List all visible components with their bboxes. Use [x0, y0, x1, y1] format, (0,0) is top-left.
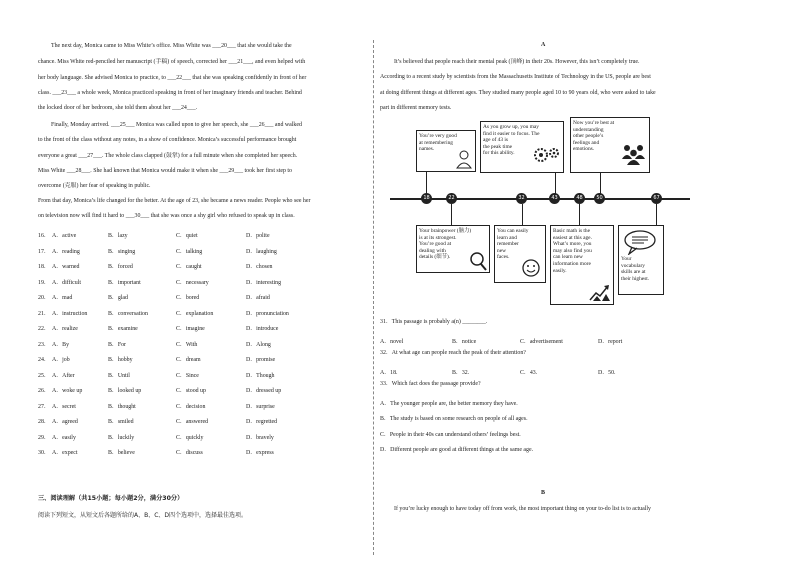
option-b: B．smiled [108, 419, 134, 425]
paragraph-line: chance. Miss White red-penciled her manuscript (手稿) of speech, corrected her ___21___, and even helped with [38, 59, 306, 65]
option-c: C．quickly [176, 434, 204, 441]
option-c: C．explanation [176, 310, 214, 317]
option-c: C．decision [176, 403, 206, 410]
option-c: C．quiet [176, 233, 198, 239]
age-marker: 43 [549, 193, 560, 204]
option-b: B．examine [108, 326, 138, 332]
option-a: A．active [52, 233, 77, 239]
question-33: 33．Which fact does the passage provide? [380, 381, 481, 387]
speech-bubble-icon [623, 229, 657, 255]
option-d: D．bravely [246, 434, 274, 441]
option-b: B．lazy [108, 233, 128, 239]
option-c: C．necessary [176, 279, 209, 286]
option-a: A．After [52, 372, 75, 379]
section-instruction: 阅读下列短文，从短文后各题所给的A、B、C、D四个选项中，选择最佳选项。 [38, 512, 248, 519]
paragraph-line: class. ___23___ a whole week, Monica practiced speaking in front of her imaginary friends and teacher. Behind [38, 90, 302, 96]
option-d: D．express [246, 450, 274, 456]
option-d: D．regretted [246, 419, 278, 425]
option-c: C．stood up [176, 388, 206, 394]
option-a: A．warned [52, 264, 80, 270]
option-d: D．promise [246, 357, 276, 363]
option-c: C．Since [176, 372, 199, 379]
q31-option-c: C．advertisement [520, 339, 563, 345]
passage-b-line: If you’re lucky enough to have today off from work, the most important thing on your to-do list is to actually [394, 506, 651, 512]
age-marker: 32 [516, 193, 527, 204]
option-number: 27． [38, 403, 50, 410]
q33-option-b: B．The study is based on some research on people of all ages. [380, 416, 528, 422]
option-d: D．surprise [246, 403, 275, 410]
question-32: 32．At what age can people reach the peak of their attention? [380, 350, 526, 356]
option-b: B．Until [108, 372, 130, 379]
fact-box-67: Your vocabulary skills are at their highest. [618, 225, 664, 295]
connector [522, 204, 523, 226]
q32-option-b: B．32. [452, 370, 470, 376]
section-heading: 三、阅读理解（共15小题；每小题2分，满分30分） [38, 495, 184, 502]
gears-icon [531, 144, 561, 166]
paragraph-line: Finally, Monday arrived. ___25___ Monica was called upon to give her speech, she ___26___ and walked [51, 122, 302, 128]
intro-line: It’s believed that people reach their mental peak (顶峰) in their 20s. However, this isn’t completely true. [394, 59, 640, 65]
option-number: 23． [38, 341, 50, 348]
connector [656, 204, 657, 226]
intro-line: at doing different things at different ages. They studied many people aged 10 to 90 years old, who were asked to take [380, 90, 656, 96]
paragraph-line: her body language. She advised Monica to practice, to ___22___ that she was speaking confidently in front of her [38, 75, 307, 81]
smiley-icon [521, 258, 541, 278]
option-number: 30． [38, 450, 50, 456]
option-number: 19． [38, 279, 50, 286]
paragraph-line: Miss White ___28___. She had known that Monica would make it when she ___29___ took her first step to [38, 168, 292, 174]
option-b: B．hobby [108, 357, 133, 363]
column-divider [373, 40, 374, 555]
chart-up-icon [589, 282, 611, 302]
option-b: B．important [108, 279, 141, 286]
age-marker: 67 [651, 193, 662, 204]
paragraph-line: on television now will find it hard to ___30___ that she was once a shy girl who refused to speak up in class. [38, 213, 295, 219]
option-a: A．instruction [52, 310, 88, 317]
option-number: 29． [38, 434, 50, 441]
option-a: A．reading [52, 248, 80, 255]
paragraph-line: everyone a great ___27___. The whole class clapped (鼓掌) for a full minute when she completed her speech. [38, 153, 298, 159]
option-d: D．introduce [246, 326, 279, 332]
fact-box-48: Now you’re best at understanding other people’s feelings and emotions. [570, 117, 650, 173]
option-d: D．pronunciation [246, 310, 289, 317]
option-b: B．For [108, 341, 127, 348]
option-b: B．believe [108, 450, 135, 456]
option-number: 20． [38, 295, 50, 301]
option-d: D．polite [246, 233, 270, 239]
paragraph-line: From that day, Monica’s life changed for the better. At the age of 23, she became a news reader. People who see her [38, 198, 311, 204]
option-b: B．thought [108, 403, 136, 410]
option-d: D．interesting [246, 279, 282, 286]
option-b: B．looked up [108, 388, 142, 394]
connector [555, 172, 556, 194]
q31-option-b: B．notice [452, 339, 477, 345]
person-icon [455, 149, 473, 169]
connector [451, 204, 452, 226]
q33-option-a: A．The younger people are, the better memory they have. [380, 401, 518, 407]
option-d: D．chosen [246, 264, 273, 270]
option-b: B．singing [108, 248, 136, 255]
option-number: 21． [38, 310, 50, 317]
q33-option-d: D．Different people are good at different things at the same age. [380, 447, 534, 453]
option-number: 16． [38, 233, 50, 239]
option-a: A．expect [52, 450, 78, 456]
option-d: D．afraid [246, 295, 270, 301]
group-icon [621, 142, 647, 166]
question-31: 31．This passage is probably a(n) ________. [380, 319, 488, 325]
fact-box-32: You can easily learn and remember new faces. [494, 225, 546, 283]
option-c: C．caught [176, 264, 202, 270]
option-number: 22． [38, 326, 50, 332]
option-b: B．forced [108, 264, 133, 270]
option-a: A．agreed [52, 419, 78, 425]
option-a: A．job [52, 357, 70, 363]
option-d: D．Along [246, 341, 271, 348]
q31-option-d: D．report [598, 339, 623, 345]
option-number: 28． [38, 419, 50, 425]
option-b: B．luckily [108, 434, 135, 441]
fact-box-50: Basic math is the easiest at this age. What’s more, you may also find you can learn new information more easily. [550, 225, 614, 305]
option-a: A．realize [52, 326, 78, 332]
option-a: A．mad [52, 295, 73, 301]
option-c: C．talking [176, 248, 203, 255]
age-marker: 48 [574, 193, 585, 204]
option-d: D．laughing [246, 248, 277, 255]
connector [426, 172, 427, 194]
option-a: A．difficult [52, 279, 82, 286]
passage-a-letter: A [541, 42, 546, 48]
option-c: C．bored [176, 295, 200, 301]
age-marker: 50 [594, 193, 605, 204]
option-c: C．imagine [176, 326, 205, 332]
option-number: 18． [38, 264, 50, 270]
option-number: 25． [38, 372, 50, 379]
option-number: 26． [38, 388, 50, 394]
paragraph-line: to the front of the class without any notes, in a show of confidence. Monica’s successful performance brought [38, 137, 297, 143]
intro-line: part in different memory tests. [380, 105, 452, 111]
option-a: A．By [52, 341, 70, 348]
q32-option-d: D．50. [598, 370, 616, 376]
fact-box-18: You’re very good at remembering names. [416, 130, 476, 172]
paragraph-line: overcome (克服) her fear of speaking in public. [38, 183, 151, 189]
connector [579, 204, 580, 226]
option-d: D．dressed up [246, 388, 282, 394]
option-d: D．Though [246, 372, 275, 379]
option-b: B．conversation [108, 310, 148, 317]
q32-option-a: A．18. [380, 370, 398, 376]
passage-b-letter: B [541, 490, 546, 496]
option-c: C．answered [176, 419, 209, 425]
timeline-bar [390, 198, 690, 200]
option-number: 17． [38, 248, 50, 255]
fact-box-22: Your brainpower (脑力) is at its strongest. You’re good at dealing with details (细节). [416, 225, 490, 273]
paragraph-line: The next day, Monica came to Miss White’s office. Miss White was ___20___ that she would take the [51, 43, 292, 49]
option-a: A．easily [52, 434, 76, 441]
intro-line: According to a recent study by scientists from the Massachusetts Institute of Technology in the US, people are best [380, 74, 651, 80]
option-c: C．dream [176, 357, 201, 363]
fact-box-43: As you grow up, you may find it easier to focus. The age of 43 is the peak time for this ability. [480, 121, 564, 173]
age-marker: 18 [421, 193, 432, 204]
connector [600, 172, 601, 194]
q32-option-c: C．43. [520, 370, 538, 376]
age-marker: 22 [446, 193, 457, 204]
option-a: A．woke up [52, 388, 83, 394]
option-a: A．secret [52, 403, 76, 410]
paragraph-line: the locked door of her bedroom, she told them about her ___24___. [38, 105, 198, 111]
option-b: B．glad [108, 295, 128, 301]
magnifier-icon [469, 252, 489, 272]
option-c: C．discuss [176, 450, 203, 456]
q31-option-a: A．novel [380, 339, 404, 345]
q33-option-c: C．People in their 40s can understand others’ feelings best. [380, 432, 521, 438]
option-c: C．With [176, 341, 198, 348]
option-number: 24． [38, 357, 50, 363]
